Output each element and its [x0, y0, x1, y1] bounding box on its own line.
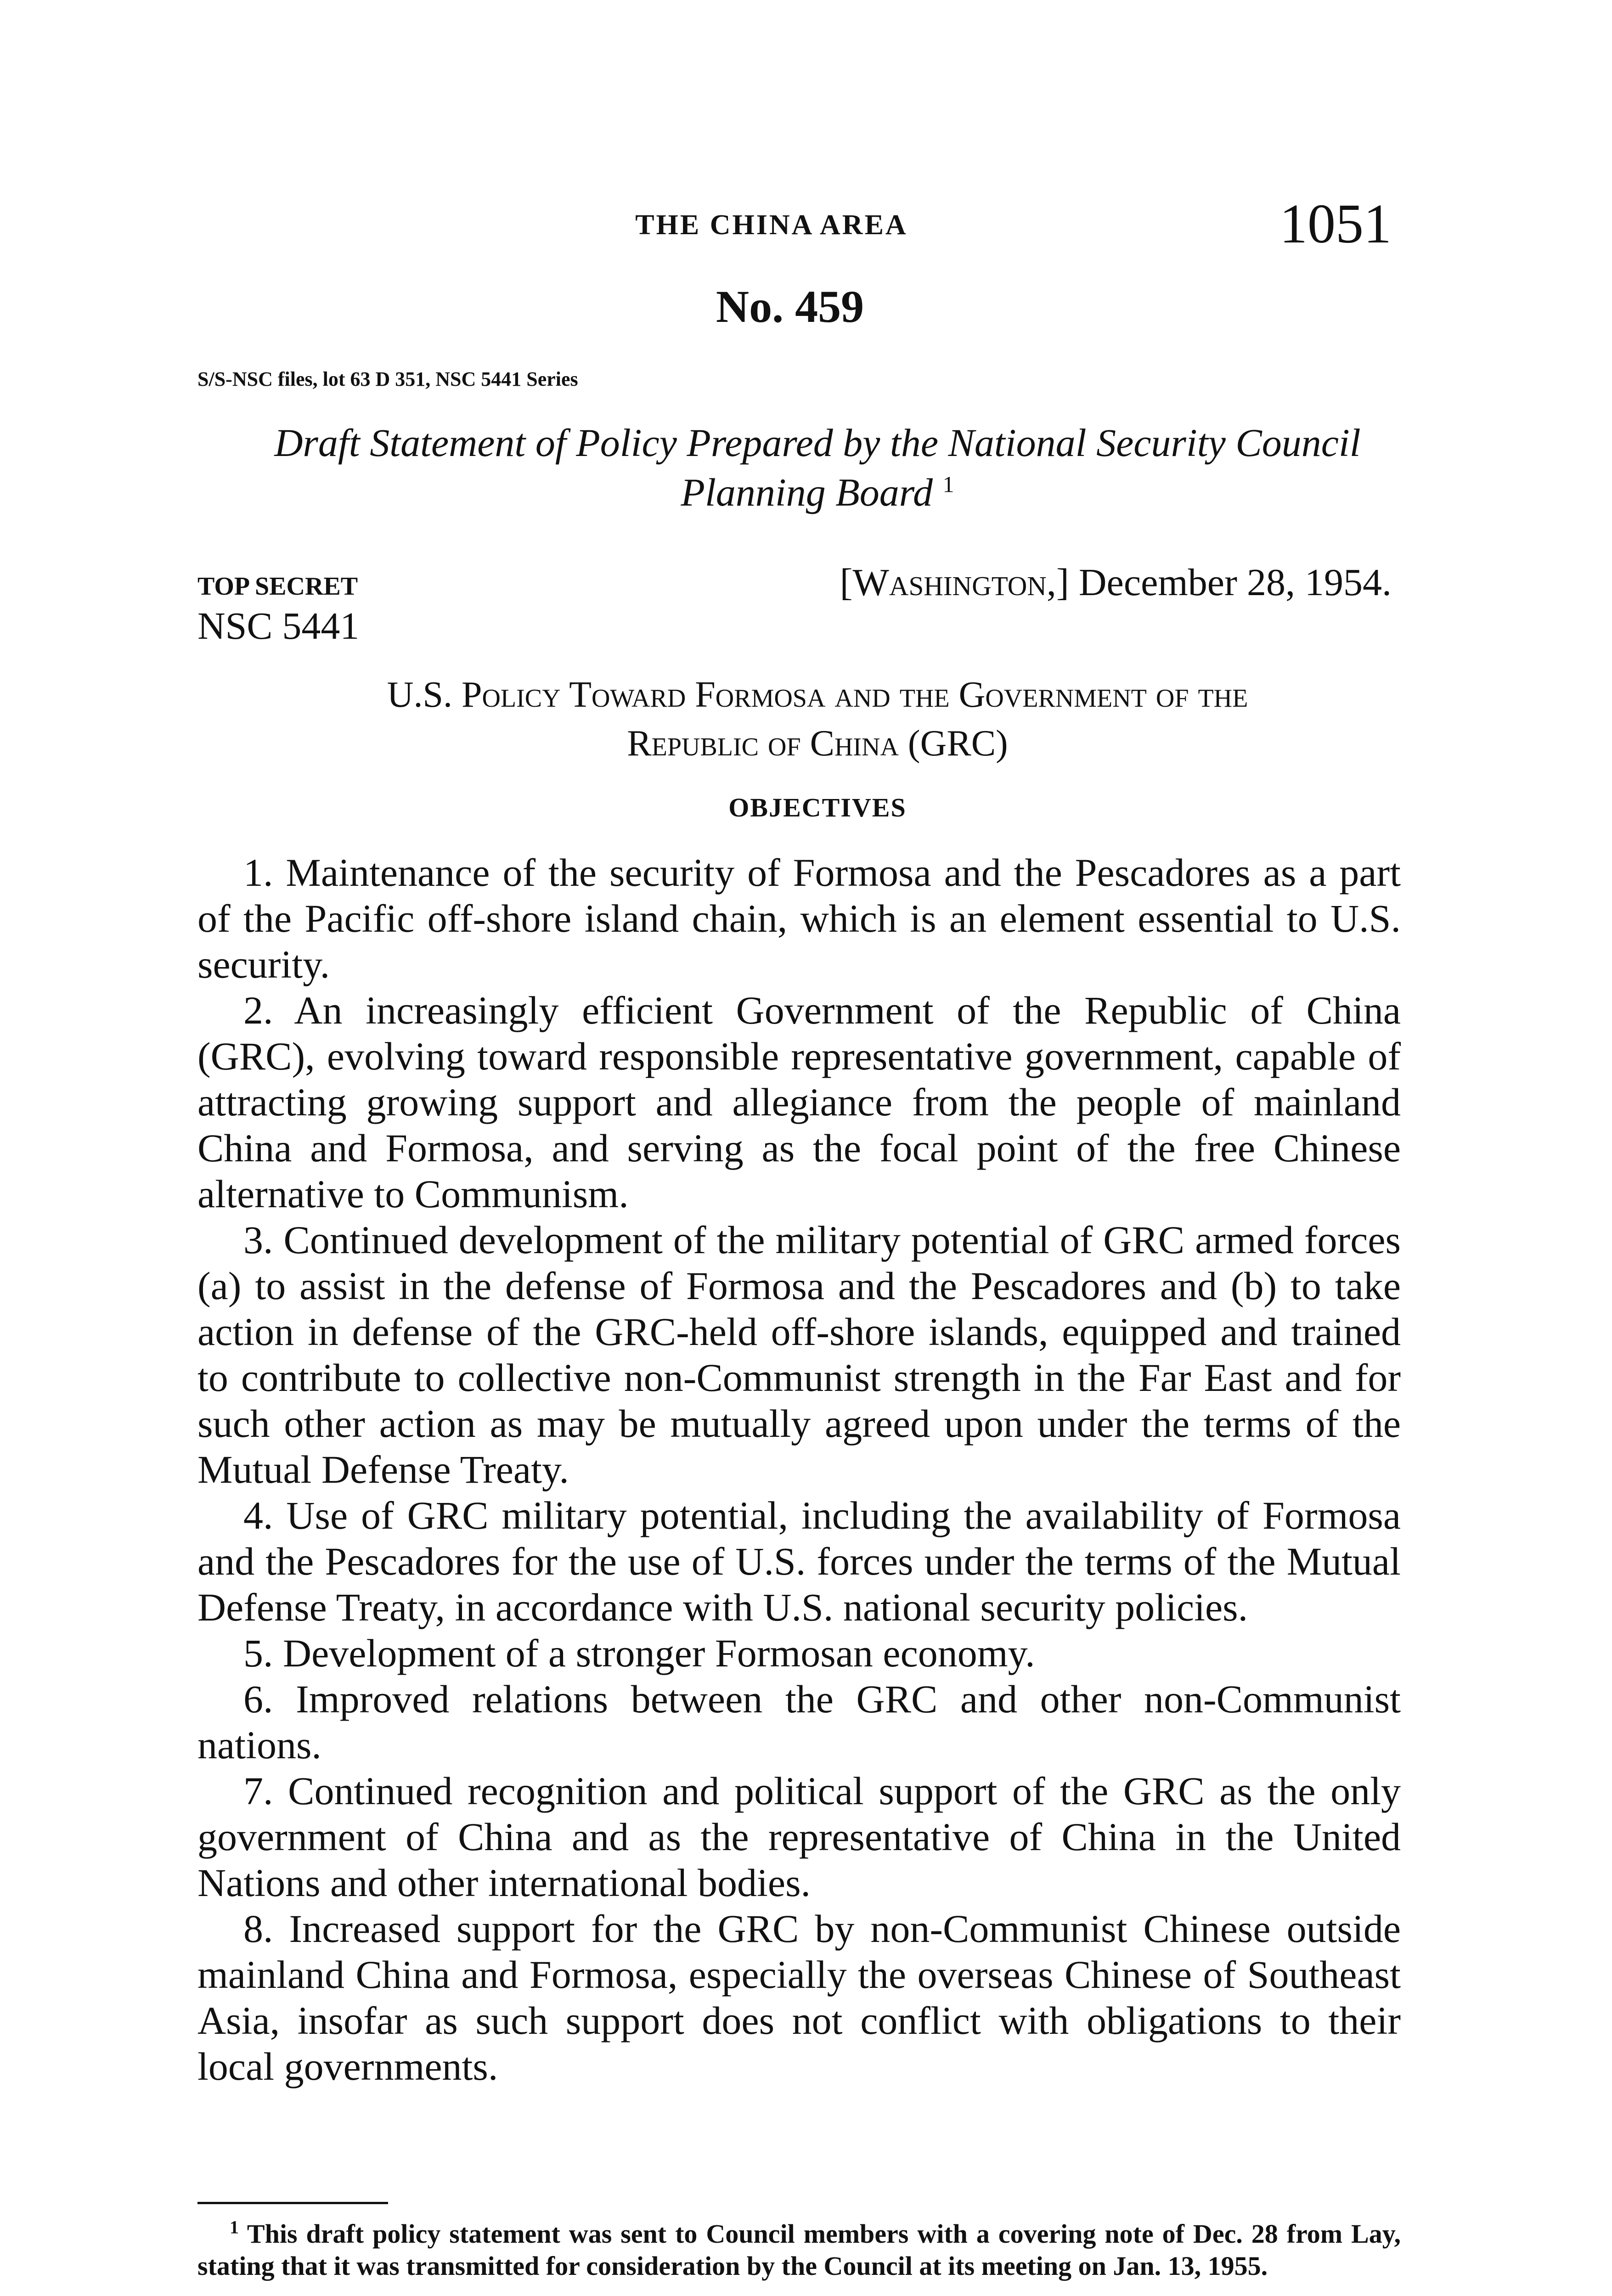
objective-paragraph-2: 2. An increasingly efficient Government of the Republic of China (GRC), evolving toward responsible representative government, capable of attracting growing support and allegiance from the people of mainland China and Formosa, and serving as the focal point of the free Chinese alternative to Communism.	[197, 988, 1401, 1216]
policy-title-line-2: Republic of China (GRC)	[627, 723, 1008, 764]
footnote-reference: 1	[942, 471, 954, 497]
footnote-number: 1	[230, 2217, 239, 2238]
document-title-text: Draft Statement of Policy Prepared by the National Security Council Planning Board	[274, 421, 1361, 514]
policy-title	[216, 670, 1419, 768]
objective-paragraph-7: 7. Continued recognition and political support of the GRC as the only government of China and as the representative of China in the United Nations and other international bodies.	[197, 1769, 1401, 1905]
objective-paragraph-4: 4. Use of GRC military potential, including the availability of Formosa and the Pescadores for the use of U.S. forces under the terms of the Mutual Defense Treaty, in accordance with U.S. national security policies.	[197, 1493, 1401, 1629]
document-code: NSC 5441	[197, 605, 360, 647]
objective-paragraph-6: 6. Improved relations between the GRC and other non-Communist nations.	[197, 1677, 1401, 1767]
page-number: 1051	[1279, 193, 1392, 255]
objective-paragraph-8: 8. Increased support for the GRC by non-Communist Chinese outside mainland China and Formosa, especially the overseas Chinese of Southeast Asia, insofar as such support does not conflict with obligations to their local governments.	[197, 1907, 1401, 2088]
running-head: THE CHINA AREA	[635, 209, 908, 241]
document-title	[216, 418, 1419, 517]
objective-paragraph-3: 3. Continued development of the military potential of GRC armed forces (a) to assist in the defense of Formosa and the Pescadores and (b) to take action in defense of the GRC-held off-shore islands, equipped and trained to contribute to collective non-Communist strength in the Far East and for such other action as may be mutually agreed upon under the terms of the Mutual Defense Treaty.	[197, 1218, 1401, 1491]
footnote-text: This draft policy statement was sent to Council members with a covering note of Dec. 28 from Lay, stating that it was transmitted for consideration by the Council at its meeting on Jan. 13, 1955.	[197, 2219, 1401, 2281]
objective-paragraph-5: 5. Development of a stronger Formosan economy.	[243, 1631, 1035, 1675]
policy-title-line-1: U.S. Policy Toward Formosa and the Government of the	[387, 675, 1248, 715]
classification-marking: TOP SECRET	[197, 572, 358, 601]
document-number: No. 459	[716, 281, 864, 332]
objectives-list	[197, 850, 1401, 2089]
dateline-place: [Washington,]	[840, 561, 1069, 604]
dateline	[840, 560, 1392, 605]
footnote-divider	[197, 2202, 388, 2204]
objective-paragraph-1: 1. Maintenance of the security of Formosa and the Pescadores as a part of the Pacific off-shore island chain, which is an element essential to U.S. security.	[197, 850, 1401, 986]
dateline-date: December 28, 1954.	[1078, 561, 1392, 604]
source-citation: S/S-NSC files, lot 63 D 351, NSC 5441 Series	[197, 368, 578, 390]
section-heading: OBJECTIVES	[728, 793, 907, 822]
footnote	[197, 2218, 1401, 2282]
